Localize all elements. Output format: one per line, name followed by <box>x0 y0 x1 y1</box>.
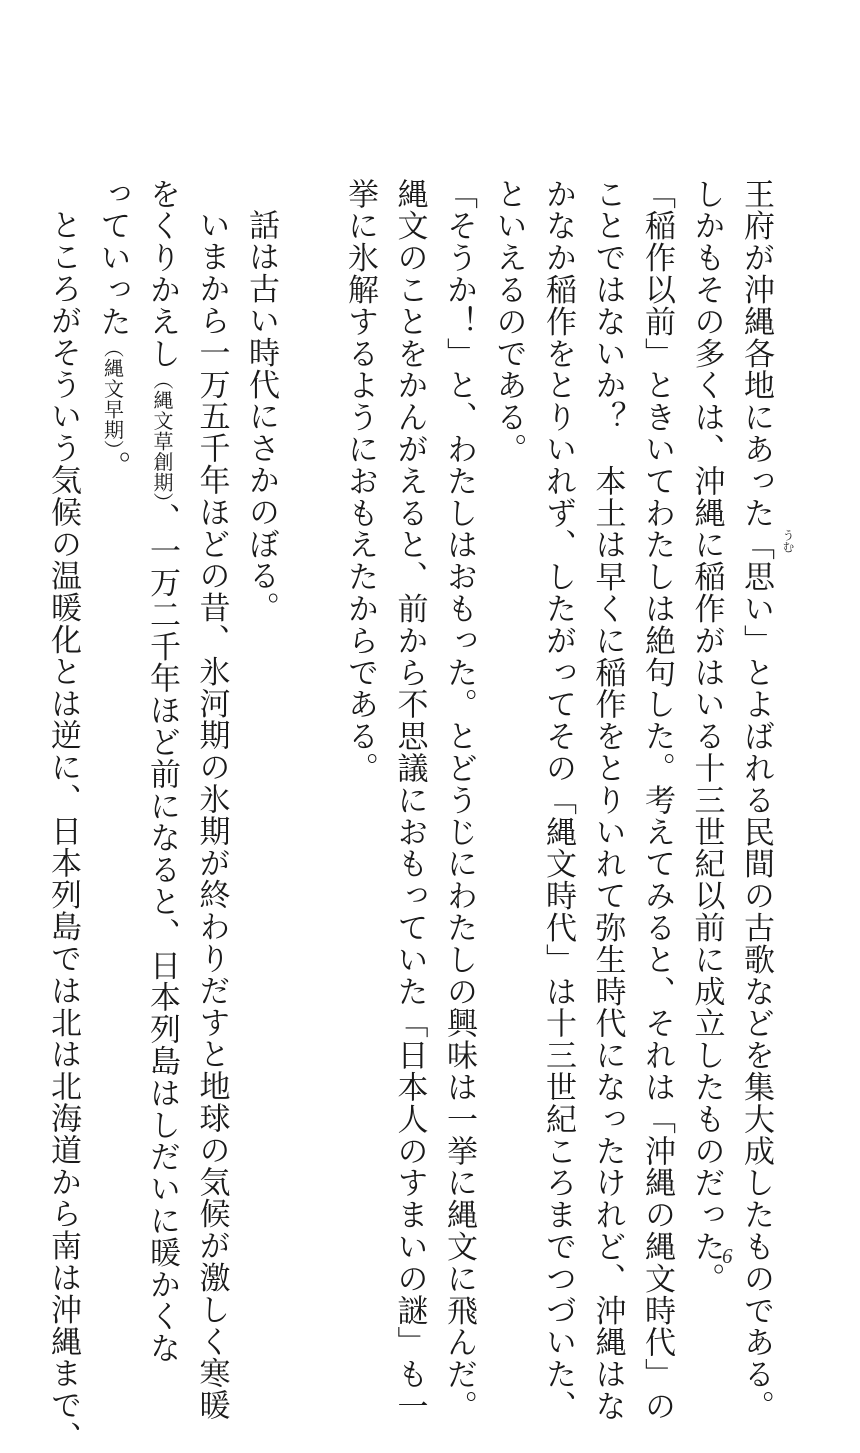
ruby-reading: うむ <box>781 528 795 553</box>
text-column: といえるのである。 <box>490 178 527 466</box>
text-fragment: っていった <box>94 178 131 338</box>
text-column: 挙に氷解するようにおもえたからである。 <box>342 178 378 785</box>
era-note: （縄文草創期） <box>150 369 174 503</box>
text-column <box>87 178 137 1258</box>
text-column: ところがそういう気候の温暖化とは逆に、日本列島では北は北海道から南は沖縄まで、 <box>45 209 81 1453</box>
text-column: かなか稲作をとりいれず、したがってその「縄文時代」は十三世紀ころまでつづいた、 <box>540 178 576 1423</box>
text-fragment: をくりかえし <box>144 178 180 370</box>
text-column <box>731 178 795 1423</box>
text-column: 縄文のことをかんがえると、前から不思議におもっていた「日本人のすまいの謎」も一 <box>391 178 428 1423</box>
blank-line <box>285 178 335 1258</box>
text-column: ことではないか？ 本土は早くに稲作をとりいれて弥生時代になったけれど、沖縄はな <box>589 178 626 1423</box>
text-column: 「そうか！」と、わたしはおもった。とどうじにわたしの興味は一挙に縄文に飛んだ。 <box>441 178 477 1423</box>
text-fragment: とよばれる民間の古歌などを集大成したものである。 <box>738 656 774 1423</box>
page-number: 6 <box>722 1244 733 1268</box>
text-fragment: 、一万二千年ほど前になると、日本列島はしだいに暖かくな <box>144 502 180 1365</box>
text-fragment: 。 <box>94 450 131 483</box>
era-note: （縄文早期） <box>100 337 125 451</box>
vertical-text-body <box>45 178 795 1453</box>
text-column: 話は古い時代にさかのぼる。 <box>243 209 279 624</box>
ruby-word <box>731 528 795 657</box>
text-column: いまから一万五千年ほどの昔、氷河期の氷期が終わりだすと地球の気候が激しく寒暖 <box>193 209 230 1422</box>
text-column: 「稲作以前」ときいてわたしは絶句した。考えてみると、それは「沖縄の縄文時代」の <box>639 178 675 1423</box>
text-column: しかもその多くは、沖縄に稲作がはいる十三世紀以前に成立したものだった。 <box>688 178 725 1295</box>
ruby-base: 「思い」 <box>738 528 774 657</box>
text-column <box>137 178 187 1365</box>
text-fragment: 王府が沖縄各地にあった <box>738 178 774 529</box>
